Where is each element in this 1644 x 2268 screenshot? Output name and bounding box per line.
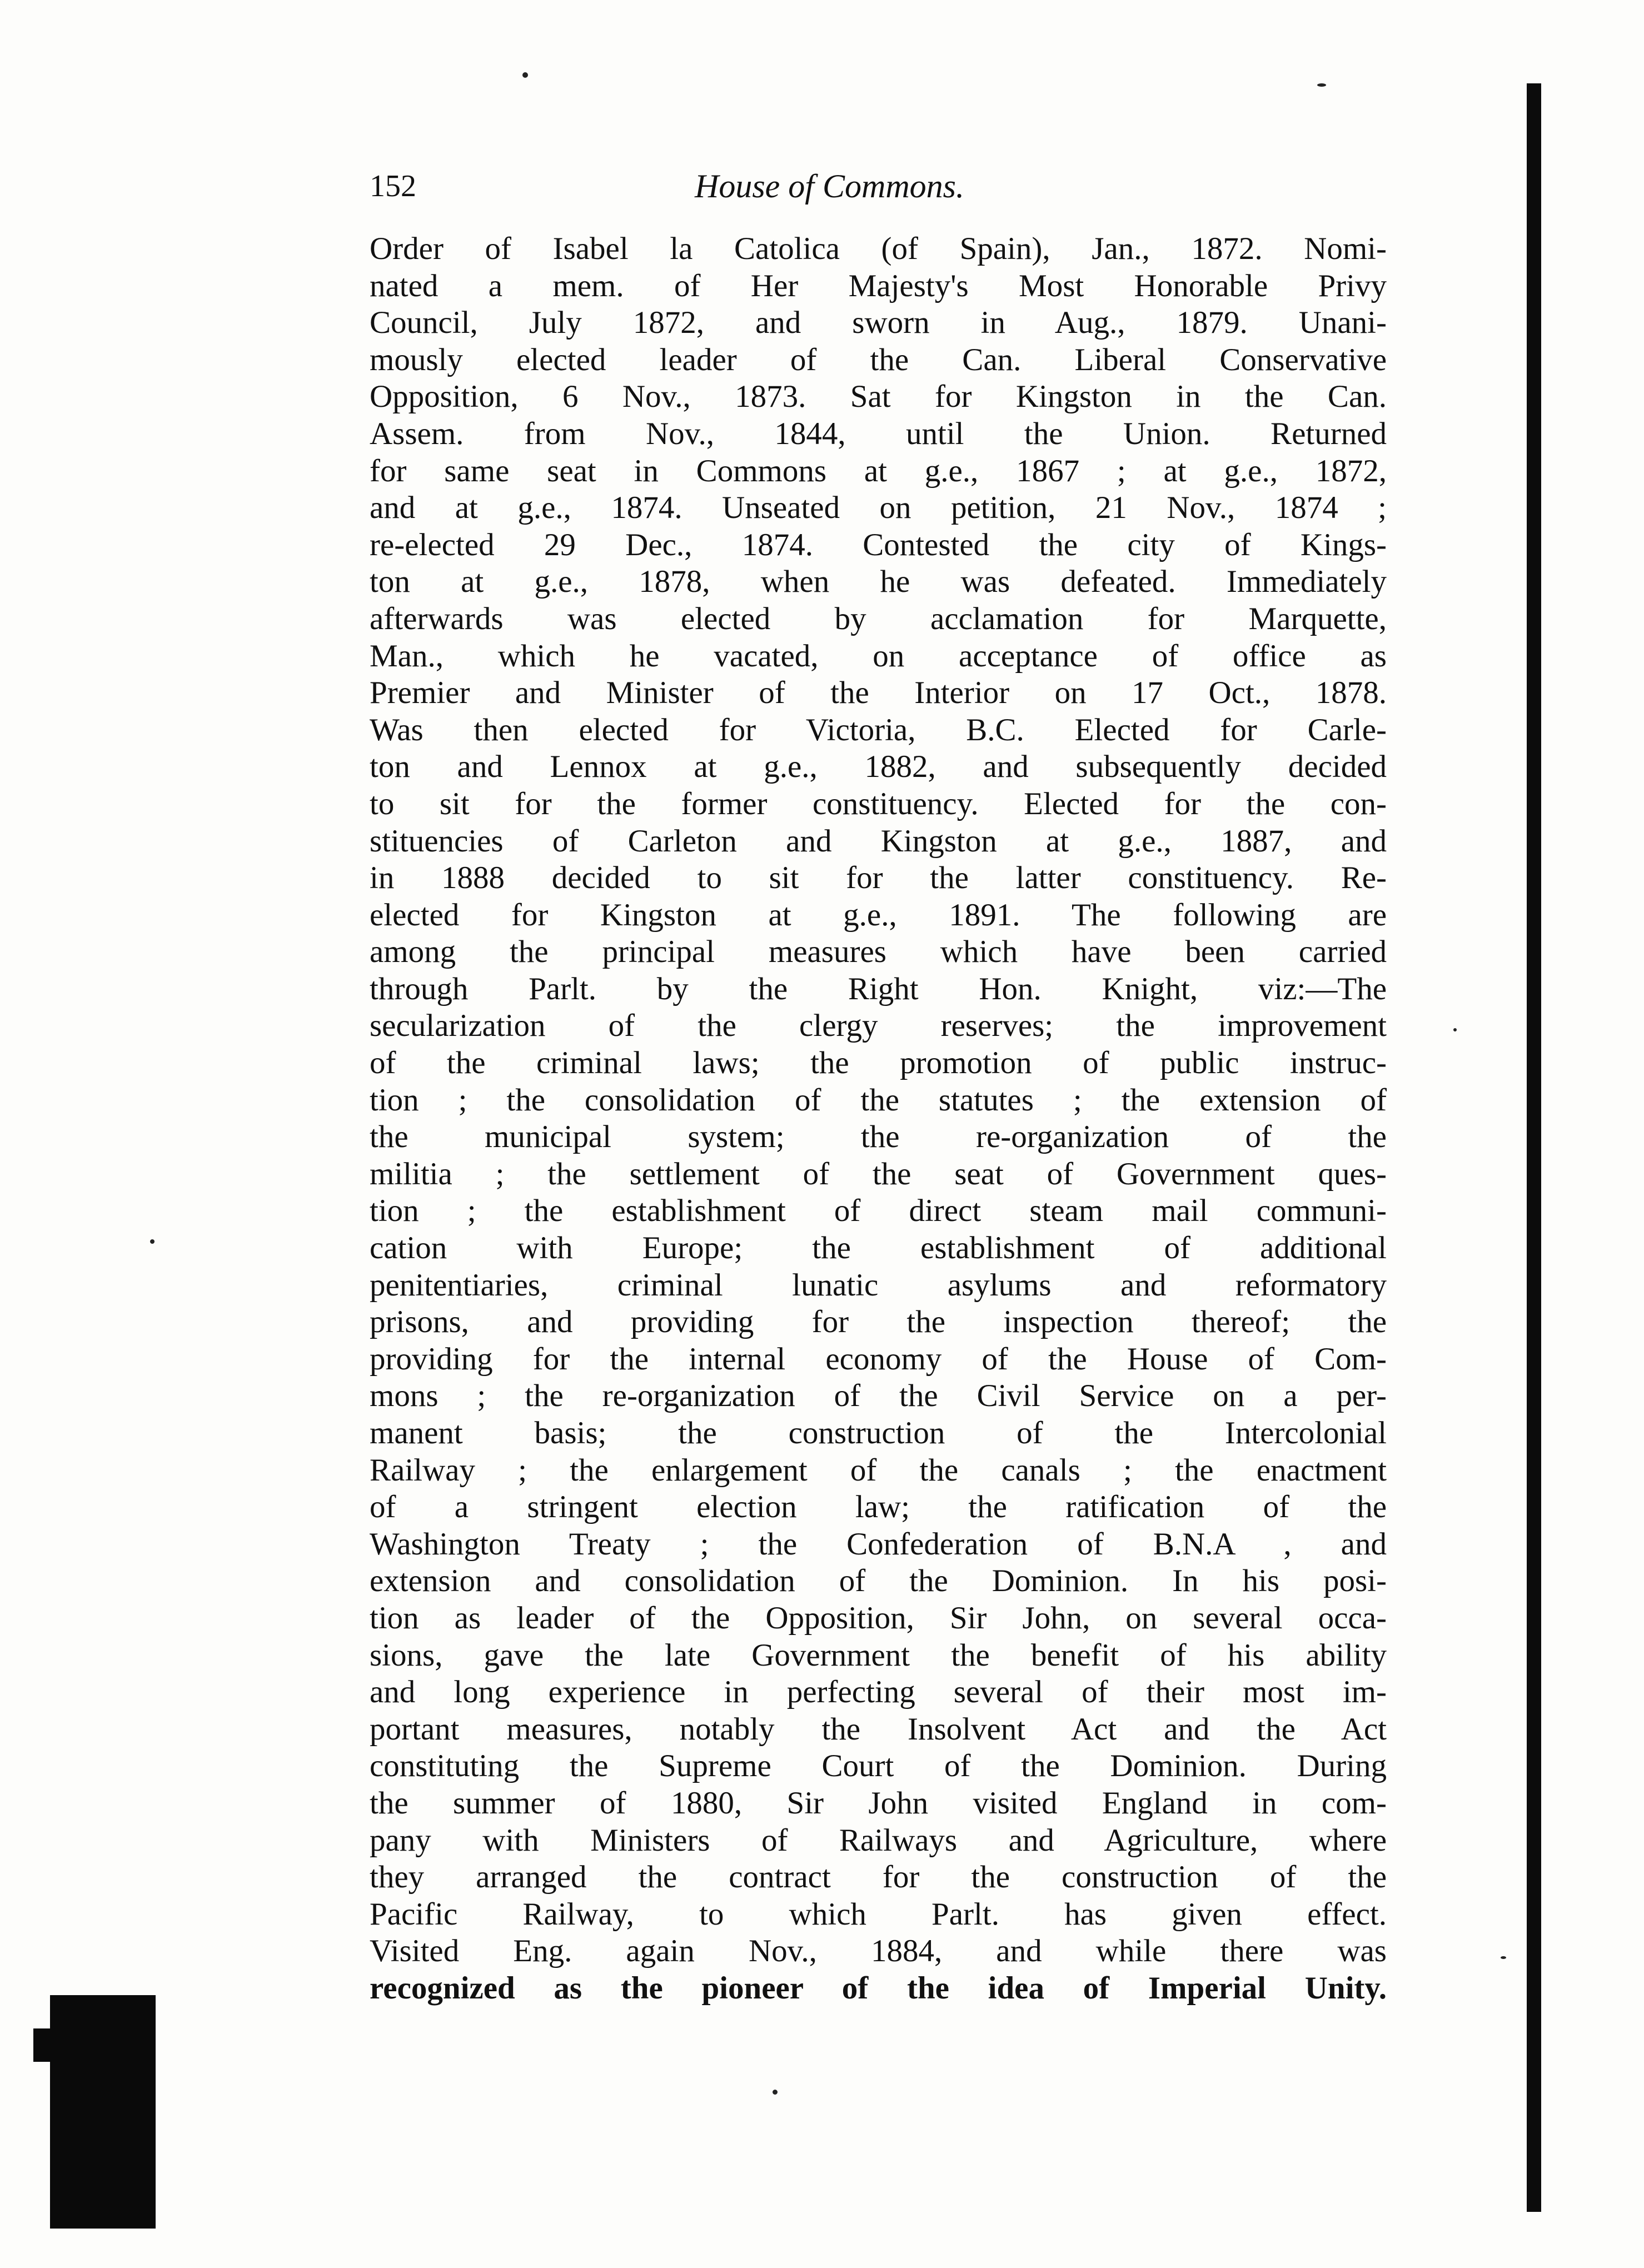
text-line: Visited Eng. again Nov., 1884, and while there was (370, 1933, 1387, 1969)
text-line: Pacific Railway, to which Parlt. has given effect. (370, 1896, 1387, 1932)
page-number: 152 (370, 169, 416, 203)
text-line: mously elected leader of the Can. Liberal Conservative (370, 342, 1387, 377)
text-line: Opposition, 6 Nov., 1873. Sat for Kingston in the Can. (370, 379, 1387, 415)
text-line: Order of Isabel la Catolica (of Spain), Jan., 1872. Nomi- (370, 231, 1387, 266)
text-line: ton and Lennox at g.e., 1882, and subsequently decided (370, 749, 1387, 785)
scan-speck (773, 2090, 778, 2095)
text-line: and at g.e., 1874. Unseated on petition, 21 Nov., 1874 ; (370, 490, 1387, 526)
text-line: pany with Ministers of Railways and Agriculture, where (370, 1822, 1387, 1858)
text-line: Premier and Minister of the Interior on 17 Oct., 1878. (370, 675, 1387, 711)
text-line: secularization of the clergy reserves; the improvement (370, 1008, 1387, 1044)
text-line: cation with Europe; the establishment of additional (370, 1230, 1387, 1266)
text-line: manent basis; the construction of the Intercolonial (370, 1415, 1387, 1450)
text-line: constituting the Supreme Court of the Dominion. During (370, 1748, 1387, 1784)
scan-speck (150, 1239, 155, 1244)
text-line: nated a mem. of Her Majesty's Most Honorable Privy (370, 268, 1387, 303)
text-line: they arranged the contract for the construction of the (370, 1860, 1387, 1895)
text-line: ton at g.e., 1878, when he was defeated. Immediately (370, 564, 1387, 600)
running-title: House of Commons. (695, 168, 965, 205)
text-line: providing for the internal economy of the House of Com- (370, 1341, 1387, 1377)
text-line: militia ; the settlement of the seat of Government ques- (370, 1156, 1387, 1192)
text-line: afterwards was elected by acclamation for Marquette, (370, 601, 1387, 636)
scan-edge-shadow-right (1527, 83, 1541, 2212)
text-line: Council, July 1872, and sworn in Aug., 1879. Unani- (370, 305, 1387, 341)
text-line: tion ; the consolidation of the statutes ; the extension of (370, 1082, 1387, 1118)
text-line: Railway ; the enlargement of the canals ; the enactment (370, 1452, 1387, 1488)
text-line: tion ; the establishment of direct steam mail communi- (370, 1193, 1387, 1229)
text-line: the summer of 1880, Sir John visited England in com- (370, 1785, 1387, 1821)
text-line: of the criminal laws; the promotion of public instruc- (370, 1045, 1387, 1081)
text-line: and long experience in perfecting several of their most im- (370, 1674, 1387, 1710)
text-line: among the principal measures which have been carried (370, 934, 1387, 970)
text-line: penitentiaries, criminal lunatic asylums and reformatory (370, 1267, 1387, 1303)
text-line: Man., which he vacated, on acceptance of office as (370, 638, 1387, 674)
scan-edge-block-left (50, 1995, 156, 2229)
text-line: tion as leader of the Opposition, Sir John, on several occa- (370, 1600, 1387, 1636)
text-line: Assem. from Nov., 1844, until the Union. Returned (370, 416, 1387, 451)
text-line: re-elected 29 Dec., 1874. Contested the city of Kings- (370, 527, 1387, 562)
scan-speck (522, 72, 528, 78)
scan-speck (1453, 1028, 1457, 1031)
text-line: portant measures, notably the Insolvent Act and the Act (370, 1711, 1387, 1747)
text-line: in 1888 decided to sit for the latter constituency. Re- (370, 860, 1387, 896)
text-line: sions, gave the late Government the benefit of his ability (370, 1637, 1387, 1673)
text-line: of a stringent election law; the ratification of the (370, 1489, 1387, 1525)
running-header (370, 161, 1370, 211)
text-line: recognized as the pioneer of the idea of Imperial Unity. (370, 1970, 1387, 2006)
text-line: mons ; the re-organization of the Civil Service on a per- (370, 1378, 1387, 1414)
text-line: for same seat in Commons at g.e., 1867 ; at g.e., 1872, (370, 453, 1387, 489)
text-line: stituencies of Carleton and Kingston at g.e., 1887, and (370, 823, 1387, 859)
text-line: extension and consolidation of the Dominion. In his posi- (370, 1563, 1387, 1599)
text-line: prisons, and providing for the inspection thereof; the (370, 1304, 1387, 1340)
text-line: elected for Kingston at g.e., 1891. The following are (370, 897, 1387, 933)
scan-speck (1501, 1956, 1506, 1959)
text-line: the municipal system; the re-organization of the (370, 1119, 1387, 1155)
text-line: Washington Treaty ; the Confederation of B.N.A , and (370, 1526, 1387, 1562)
text-line: to sit for the former constituency. Elected for the con- (370, 786, 1387, 821)
body-text (370, 231, 1387, 2007)
text-line: Was then elected for Victoria, B.C. Elected for Carle- (370, 712, 1387, 747)
scan-speck (1317, 83, 1326, 87)
text-line: through Parlt. by the Right Hon. Knight, viz:—The (370, 971, 1387, 1006)
